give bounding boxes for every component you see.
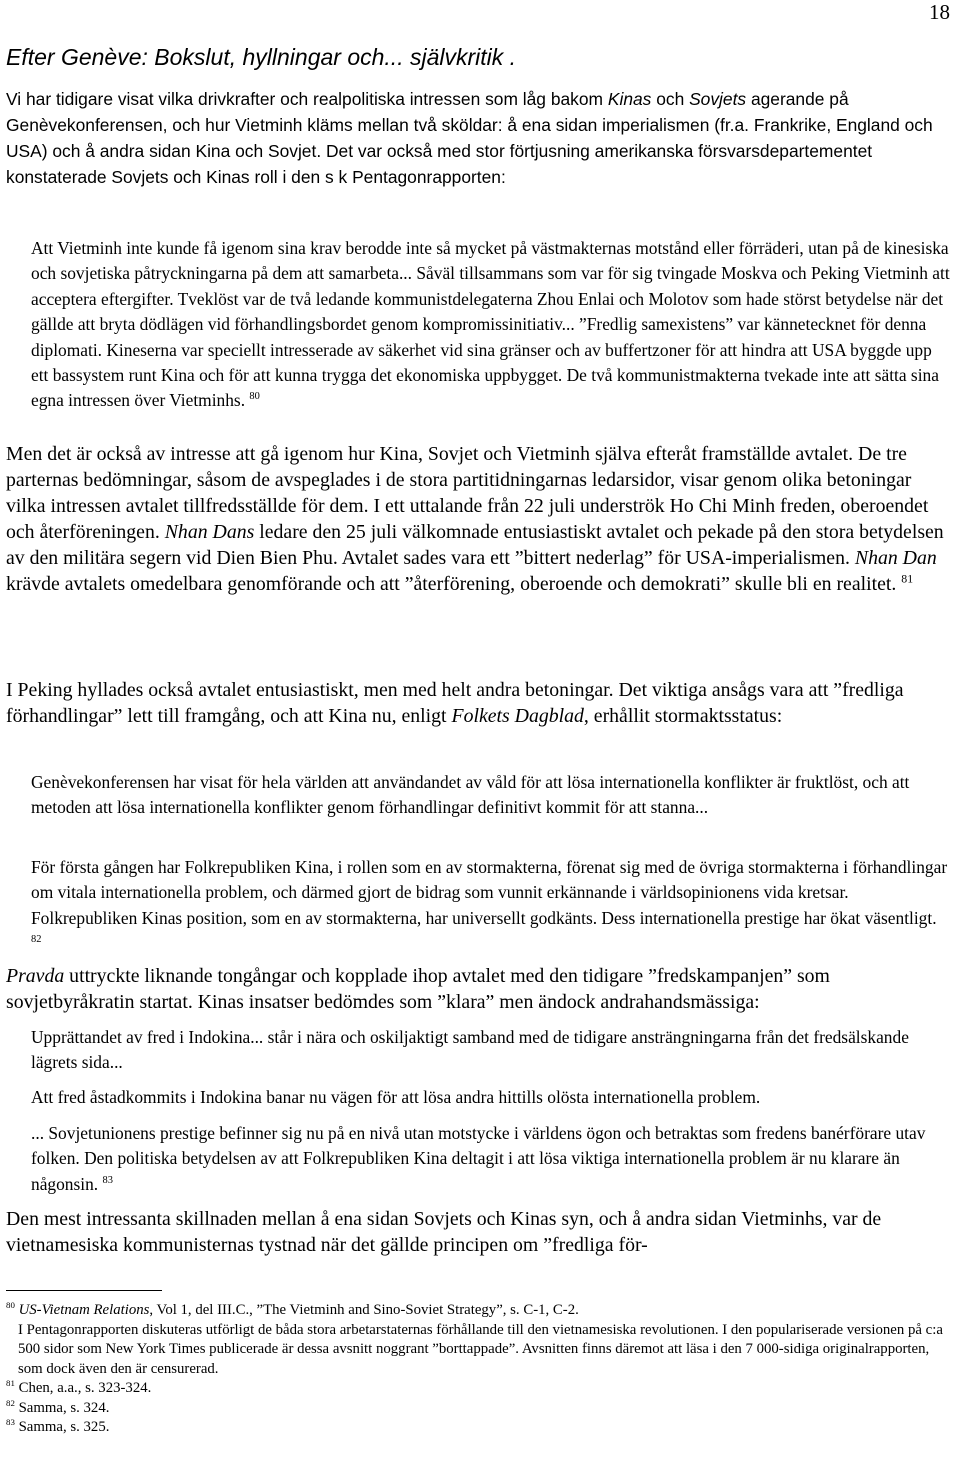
text-run: krävde avtalets omedelbara genomförande och att ”återförening, oberoende och demokrati” skulle bli en realitet. <box>6 573 897 595</box>
text-run: ledare den 25 juli välkomnade entusiastiskt avtalet och pekade på den stora betydelsen av den militära segern vid Dien Bien Phu. Avtalet sades vara ett ”bittert nederlag” för USA-imperialismen. <box>6 521 944 569</box>
paragraph-pravda <box>6 963 952 1015</box>
block-quote-fred: Att fred åstadkommits i Indokina banar nu vägen för att lösa andra hittills olösta internationella problem. <box>31 1087 761 1107</box>
italic-run: US-Vietnam Relations <box>18 1302 150 1318</box>
block-quote-sovjetunionen <box>31 1121 951 1197</box>
footnote-ref: 83 <box>102 1175 113 1187</box>
text-run: agerande på Genèvekonferensen, och hur Vietminh kläms mellan två sköldar: å ena sidan imperialismen (fr.a. Frankrike, England och USA) och å andra sidan Kina och Sovjet. Det var också med stor förtjusning amerikanska försvarsdepartementet konstaterade Sovjets och Kinas roll i den s k Pentagonrapporten: <box>6 89 933 187</box>
text-run: , Vol 1, del III.C., ”The Vietminh and Sino-Soviet Strategy”, s. C-1, C-2. <box>149 1302 579 1318</box>
quote-text: Att Vietminh inte kunde få igenom sina krav berodde inte så mycket på västmakternas motstånd eller förräderi, utan på de kinesiska och sovjetiska påtryckningarna på dem att samarbeta... Såväl tillsammans som var för sig tvingade Moskva och Peking Vietminh att acceptera eftergifter. Tveklöst var de två ledande kommunistdelegaterna Zhou Enlai och Molotov som hade störst betydelse när det gällde att bryta dödlägen vid förhandlingsbordet genom kompromissinitiativ... ”Fredlig samexistens” var kännetecknet för denna diplomati. Kineserna var speciellt intresserade av säkerhet vid sina gränser och av buffertzoner för att hindra att USA byggde upp ett bassystem runt Kina och för att kunna trygga det ekonomiska uppbygget. De två kommunistmakterna tvekade inte att sätta sina egna intressen över Vietminhs. <box>31 238 950 411</box>
paragraph-vietminh: Den mest intressanta skillnaden mellan å ena sidan Sovjets och Kinas syn, och å andra sidan Vietminhs, var de vietnamesiska kommunisternas tystnad när det gällde principen om ”fredliga för- <box>6 1208 882 1256</box>
quote-text: För första gången har Folkrepubliken Kina, i rollen som en av stormakterna, förenat sig med de övriga stormakterna i förhandlingar om vitala internationella problem, och därmed gjort de bidrag som vunnit erkännande i världsopinionens vida kretsar. Folkrepubliken Kinas position, som en av stormakterna, har universellt godkänts. Dess internationella prestige har ökat väsentligt. <box>31 857 948 928</box>
footnote-number: 80 <box>6 1300 15 1311</box>
section-heading: Efter Genève: Bokslut, hyllningar och... självkritik . <box>6 44 517 70</box>
page-number: 18 <box>929 0 950 24</box>
footnote-81 <box>6 1379 952 1399</box>
italic-run: Pravda <box>6 965 65 987</box>
italic-run: Nhan Dans <box>164 521 255 543</box>
block-quote-geneva: Genèvekonferensen har visat för hela världen att användandet av våld för att lösa internationella konflikter är fruktlöst, och att metoden att lösa internationella konflikter genom förhandlingar definitivt kommit för att stanna... <box>31 772 910 818</box>
text-run: Vi har tidigare visat vilka drivkrafter och realpolitiska intressen som låg bakom <box>6 89 608 109</box>
paragraph-peking <box>6 677 952 729</box>
text-run: uttryckte liknande tongångar och kopplade ihop avtalet med den tidigare ”fredskampanjen” som sovjetbyråkratin startat. Kinas insatser bedömdes som ”klara” men ändock andrahandsmässiga: <box>6 965 830 1013</box>
text-run: Chen, a.a., s. 323-324. <box>18 1380 152 1396</box>
text-run: och <box>651 89 690 109</box>
footnote-number: 83 <box>6 1417 15 1428</box>
footnote-divider <box>6 1290 162 1291</box>
footnote-80 <box>6 1301 952 1321</box>
italic-run: Sovjets <box>689 89 747 109</box>
text-run: , erhållit stormaktsstatus: <box>583 705 783 727</box>
footnote-ref: 80 <box>249 391 260 403</box>
text-run: I Peking hyllades också avtalet entusiastiskt, men med helt andra betoningar. Det viktiga ansågs vara att ”fredliga förhandlingar” lett till framgång, och att Kina nu, enligt <box>6 679 904 727</box>
italic-run: Folkets Dagblad <box>451 705 584 727</box>
italic-run: Nhan Dan <box>854 547 937 569</box>
footnote-82 <box>6 1399 952 1419</box>
footnotes <box>6 1301 952 1438</box>
block-quote-folkrepubliken <box>31 855 951 957</box>
block-quote-pentagon <box>31 236 951 414</box>
footnote-83 <box>6 1418 952 1438</box>
text-run: Samma, s. 324. <box>18 1399 110 1416</box>
footnote-80-continued: I Pentagonrapporten diskuteras utförligt de båda stora arbetarstaternas förhållande till den vietnamesiska revolutionen. I den populariserade versionen på c:a 500 sidor som New York Times publicerade är dessa avsnitt noggrant ”borttappade”. Avsnitten finns däremot att läsa i den 7 000-sidiga originalrapporten, som dock även den är censurerad. <box>18 1321 943 1377</box>
paragraph-nhan-dan <box>6 441 952 597</box>
footnote-ref: 82 <box>31 934 42 946</box>
footnote-number: 82 <box>6 1397 15 1408</box>
footnote-number: 81 <box>6 1378 15 1389</box>
text-run: Men det är också av intresse att gå igenom hur Kina, Sovjet och Vietminh själva efteråt framställde avtalet. De tre parternas bedömningar, såsom de avspeglades i de stora partitidningarnas ledarsidor, visar genom olika betoningar vilka intressen avtalet tillfredsställde för dem. I ett uttalande från 22 juli underströk Ho Chi Minh freden, oberoendet och återföreningen. <box>6 443 929 543</box>
block-quote-indokina: Upprättandet av fred i Indokina... står i nära och oskiljaktigt samband med de tidigare ansträngningarna från det fredsälskande lägrets sida... <box>31 1027 909 1073</box>
italic-run: Kinas <box>607 89 652 109</box>
intro-paragraph <box>6 86 952 190</box>
footnote-ref: 81 <box>901 571 914 586</box>
text-run: Samma, s. 325. <box>18 1419 110 1435</box>
quote-text: ... Sovjetunionens prestige befinner sig nu på en nivå utan motstycke i världens ögon och betraktas som fredens banérförare utav folken. Den politiska betydelsen av att Folkrepubliken Kina deltagit i att lösa viktiga internationella problem är nu klarare än någonsin. <box>31 1123 926 1194</box>
